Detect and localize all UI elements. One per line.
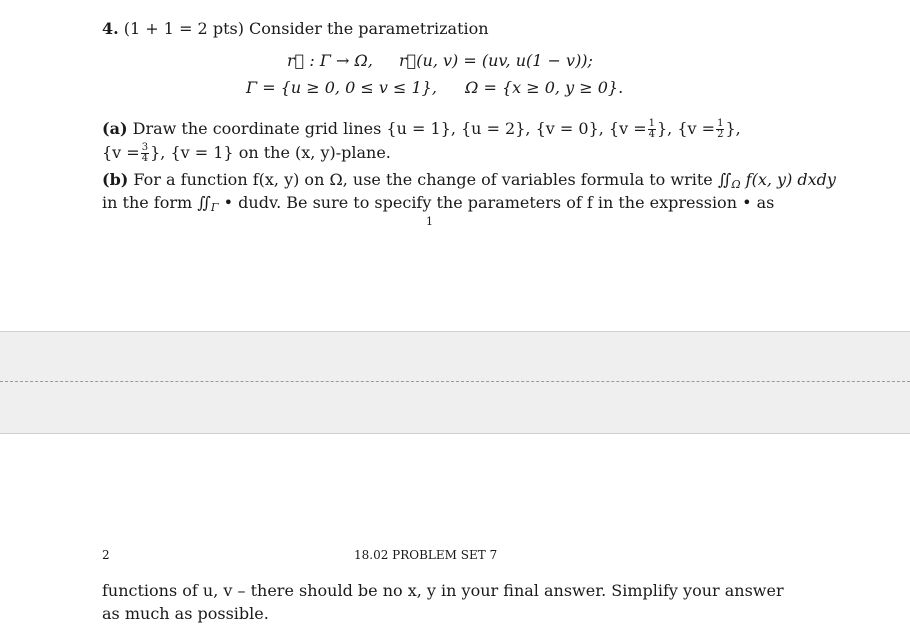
continuation-line-2: as much as possible. — [102, 604, 269, 623]
part-a-line-2-post: }, {v = 1} on the (x, y)-plane. — [150, 143, 391, 162]
part-b-integrand: f(x, y) dxdy — [745, 170, 836, 189]
problem-header — [102, 19, 489, 38]
page-2-header: 18.02 PROBLEM SET 7 — [354, 548, 498, 562]
equation-gamma-region: Γ = {u ≥ 0, 0 ≤ v ≤ 1}, — [246, 78, 437, 97]
equation-map-formula: r⃗(u, v) = (uv, u(1 − v)); — [399, 51, 593, 70]
equation-regions — [246, 78, 623, 97]
part-a-line-2 — [102, 143, 391, 164]
gamma-subscript: Γ — [210, 201, 219, 214]
equation-map-domain: r⃗ : Γ → Ω, — [287, 51, 373, 70]
part-a-text-2: }, {v = — [657, 119, 716, 138]
part-b-text-3: • dudv. Be sure to specify the parameters of f in the expression • as — [223, 193, 775, 212]
part-b-line-2 — [102, 193, 774, 214]
page-break-gap — [0, 331, 910, 434]
problem-points: (1 + 1 = 2 pts) — [123, 19, 244, 38]
equation-parametrization-map — [287, 51, 593, 70]
problem-intro: Consider the parametrization — [249, 19, 489, 38]
part-a-text-3: }, — [725, 119, 741, 138]
part-a-line-1 — [102, 119, 741, 140]
equation-omega-region: Ω = {x ≥ 0, y ≥ 0}. — [465, 78, 624, 97]
omega-subscript: Ω — [731, 178, 741, 191]
fraction-three-quarters: $\frac{3}{4}$ — [141, 142, 149, 164]
page-2-number: 2 — [102, 548, 110, 562]
problem-number: 4. — [102, 19, 119, 38]
part-a-text-1: Draw the coordinate grid lines {u = 1}, {u = 2}, {v = 0}, {v = — [132, 119, 647, 138]
part-b-text-1: For a function f(x, y) on Ω, use the change of variables formula to write ∬ — [133, 170, 732, 189]
part-a-label: (a) — [102, 119, 128, 138]
page-break-divider — [0, 381, 910, 382]
part-a-line-2-pre: {v = — [102, 143, 140, 162]
part-b-label: (b) — [102, 170, 129, 189]
fraction-one-half: $\frac{1}{2}$ — [717, 118, 724, 140]
continuation-line-1: functions of u, v – there should be no x, y in your final answer. Simplify your answer — [102, 581, 784, 600]
part-b-text-2: in the form ∬ — [102, 193, 211, 212]
part-b-line-1 — [102, 170, 836, 191]
page-1-number: 1 — [426, 215, 433, 228]
fraction-one-quarter: $\frac{1}{4}$ — [648, 118, 655, 140]
